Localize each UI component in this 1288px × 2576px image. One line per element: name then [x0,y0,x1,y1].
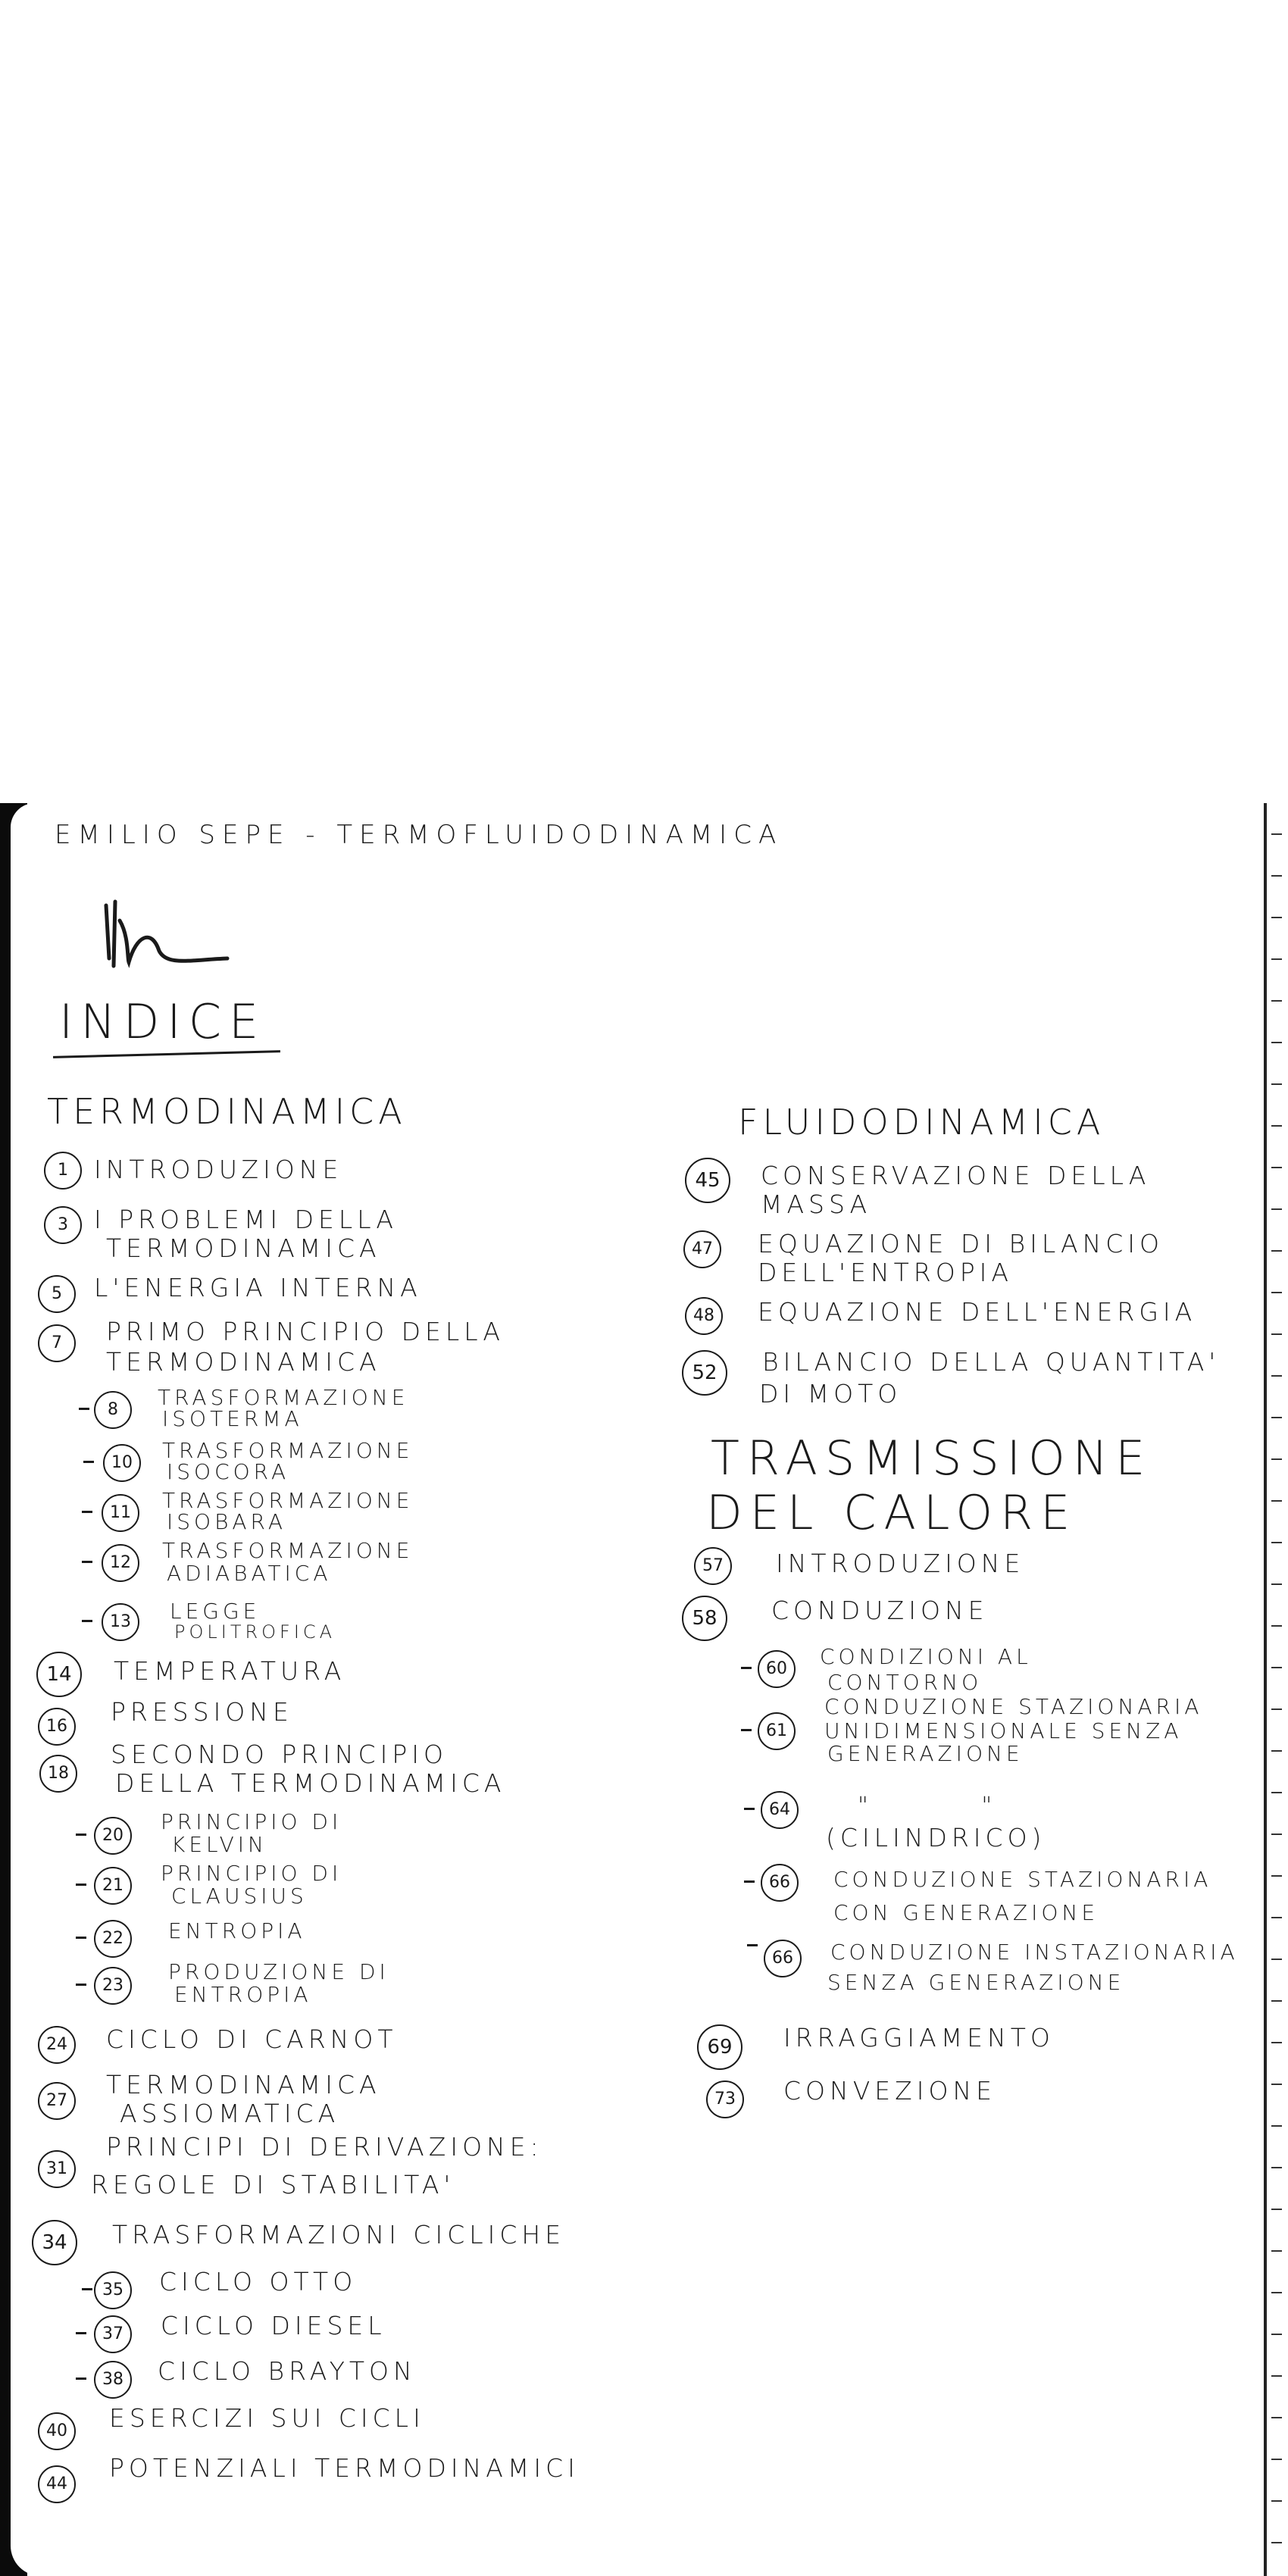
sub-item-dash [76,1937,86,1939]
page-number-badge: 27 [38,2082,76,2120]
sub-item-dash [82,1620,92,1622]
index-entry-continued: ISOTERMA [162,1406,303,1431]
index-entry: IRRAGGIAMENTO [783,2023,1055,2052]
index-entry: TEMPERATURA [114,1656,346,1686]
sub-item-dash [744,1880,755,1883]
sub-item-dash [76,2332,86,2334]
index-entry-continued: MASSA [761,1190,872,1219]
page-number-badge: 3 [44,1206,82,1244]
sub-item-dash [79,1408,89,1410]
page-number-badge: 47 [683,1230,721,1268]
page-number-badge: 7 [38,1324,76,1362]
index-entry: TRASFORMAZIONE [162,1538,414,1563]
index-entry-continued: KELVIN [171,1832,267,1857]
section-title-del-calore: DEL CALORE [706,1485,1078,1540]
page-number-badge: 64 [761,1791,799,1829]
index-entry: CONDUZIONE [771,1596,989,1625]
sub-item-dash [741,1729,752,1731]
index-entry: CONDUZIONE STAZIONARIA [824,1694,1203,1719]
index-entry: ESERCIZI SUI CICLI [109,2403,425,2433]
page-number-badge: 11 [102,1494,139,1532]
index-entry: PRESSIONE [111,1697,293,1727]
page-number-badge: 38 [94,2361,132,2399]
page-number-badge: 12 [102,1544,139,1582]
page-number-badge: 8 [94,1391,132,1429]
index-entry: TRASFORMAZIONE [158,1385,409,1410]
index-entry-continued: DELLA TERMODINAMICA [115,1768,506,1798]
index-entry-continued: TERMODINAMICA [106,1347,381,1377]
index-entry-continued: ENTROPIA [174,1982,312,2007]
page-number-badge: 10 [103,1444,141,1482]
page-number-badge: 1 [44,1152,82,1190]
page-number-badge: 20 [94,1817,132,1855]
sub-item-dash [741,1667,752,1669]
sub-item-dash [83,1461,94,1463]
index-entry: CONDUZIONE STAZIONARIA [833,1867,1212,1892]
index-entry-continued: UNIDIMENSIONALE SENZA [824,1718,1183,1743]
page-number-badge: 21 [94,1867,132,1905]
index-entry-continued: TERMODINAMICA [106,1233,381,1263]
index-entry-continued: CLAUSIUS [171,1884,308,1909]
index-entry: EQUAZIONE DI BILANCIO [758,1229,1165,1258]
page-number-badge: 5 [38,1275,76,1313]
index-entry: CONDIZIONI AL [820,1644,1032,1669]
index-entry: PRINCIPIO DI [161,1809,342,1834]
section-title-trasmissione: TRASMISSIONE [711,1430,1153,1486]
index-entry: PRIMO PRINCIPIO DELLA [106,1317,505,1346]
ditto-marks: " " [858,1793,1046,1819]
page-number-badge: 31 [38,2150,76,2188]
signature [98,890,242,974]
page-number-badge: 58 [682,1596,727,1641]
index-entry: CICLO BRAYTON [158,2356,417,2386]
index-entry-continued: (CILINDRICO) [826,1823,1046,1852]
index-entry: TRASFORMAZIONI CICLICHE [112,2220,566,2249]
page-number-badge: 35 [94,2271,132,2309]
page-number-badge: 44 [38,2465,76,2503]
index-entry-continued: SENZA GENERAZIONE [827,1970,1125,1995]
page-number-badge: 24 [38,2026,76,2064]
index-entry: CICLO DI CARNOT [106,2024,398,2054]
index-entry: PRINCIPIO DI [161,1861,342,1886]
sub-item-dash [76,1984,86,1986]
index-entry-continued: CON GENERAZIONE [833,1900,1099,1925]
index-entry: TRASFORMAZIONE [162,1488,414,1513]
sub-item-dash [82,2288,92,2290]
index-entry: BILANCIO DELLA QUANTITA' [762,1347,1221,1377]
page-number-badge: 18 [39,1755,77,1793]
page-number-badge: 60 [758,1650,796,1688]
page-number-badge: 66 [761,1864,799,1902]
index-entry: CICLO OTTO [159,2267,358,2296]
index-entry: CONVEZIONE [783,2076,996,2106]
index-entry: I PROBLEMI DELLA [94,1205,398,1234]
index-entry-continued: ISOCORA [167,1459,290,1484]
page-number-badge: 61 [758,1712,796,1750]
page-number-badge: 40 [38,2412,76,2450]
page-number-badge: 34 [32,2220,77,2265]
index-title: INDICE [59,994,267,1049]
index-entry: LEGGE [170,1599,261,1624]
page-number-badge: 22 [94,1920,132,1958]
index-entry: CONDUZIONE INSTAZIONARIA [830,1940,1239,1965]
index-entry-continued: GENERAZIONE [827,1741,1024,1766]
index-title-underline [53,1050,280,1058]
index-entry: L'ENERGIA INTERNA [94,1273,422,1302]
section-title-termodinamica: TERMODINAMICA [47,1091,407,1132]
index-entry-continued: DI MOTO [759,1379,902,1408]
page-number-badge: 37 [94,2315,132,2353]
sub-item-dash [82,1511,92,1513]
index-entry-continued: ISOBARA [167,1509,287,1534]
page-number-badge: 23 [94,1967,132,2005]
index-entry-continued: ASSIOMATICA [120,2099,340,2128]
page-number-badge: 52 [682,1350,727,1396]
index-entry: INTRODUZIONE [94,1155,343,1184]
sub-item-dash [744,1808,755,1810]
index-entry: SECONDO PRINCIPIO [111,1740,449,1769]
page-number-badge: 45 [685,1158,730,1203]
index-entry-continued: ADIABATICA [167,1561,332,1586]
index-entry: INTRODUZIONE [776,1549,1025,1578]
index-entry: CICLO DIESEL [161,2311,386,2340]
index-entry-continued: DELL'ENTROPIA [758,1258,1013,1287]
page-number-badge: 14 [36,1652,82,1697]
page-number-badge: 16 [38,1708,76,1746]
index-entry: ENTROPIA [168,1918,306,1943]
index-entry-continued: REGOLE DI STABILITA' [91,2170,455,2199]
sub-item-dash [76,2377,86,2380]
section-title-fluidodinamica: FLUIDODINAMICA [738,1102,1105,1143]
page-number-badge: 48 [685,1297,723,1335]
page-number-badge: 57 [694,1547,732,1585]
index-entry: TERMODINAMICA [106,2070,381,2099]
index-entry: PRODUZIONE DI [168,1959,389,1984]
sub-item-dash [82,1561,92,1563]
index-entry-continued: CONTORNO [827,1670,983,1695]
page-number-badge: 66 [764,1940,802,1977]
index-entry: EQUAZIONE DELL'ENERGIA [758,1297,1197,1327]
header-author-title: EMILIO SEPE - TERMOFLUIDODINAMICA [55,820,783,850]
sub-item-dash [747,1944,758,1946]
index-entry: PRINCIPI DI DERIVAZIONE: [106,2132,543,2162]
page-number-badge: 13 [102,1603,139,1641]
page-number-badge: 73 [706,2080,744,2118]
sub-item-dash [76,1834,86,1836]
sub-item-dash [76,1884,86,1886]
index-entry-continued: POLITROFICA [174,1621,336,1643]
index-entry: POTENZIALI TERMODINAMICI [109,2453,580,2483]
index-entry: TRASFORMAZIONE [162,1438,414,1463]
page-number-badge: 69 [697,2024,742,2070]
index-entry: CONSERVAZIONE DELLA [761,1161,1151,1190]
